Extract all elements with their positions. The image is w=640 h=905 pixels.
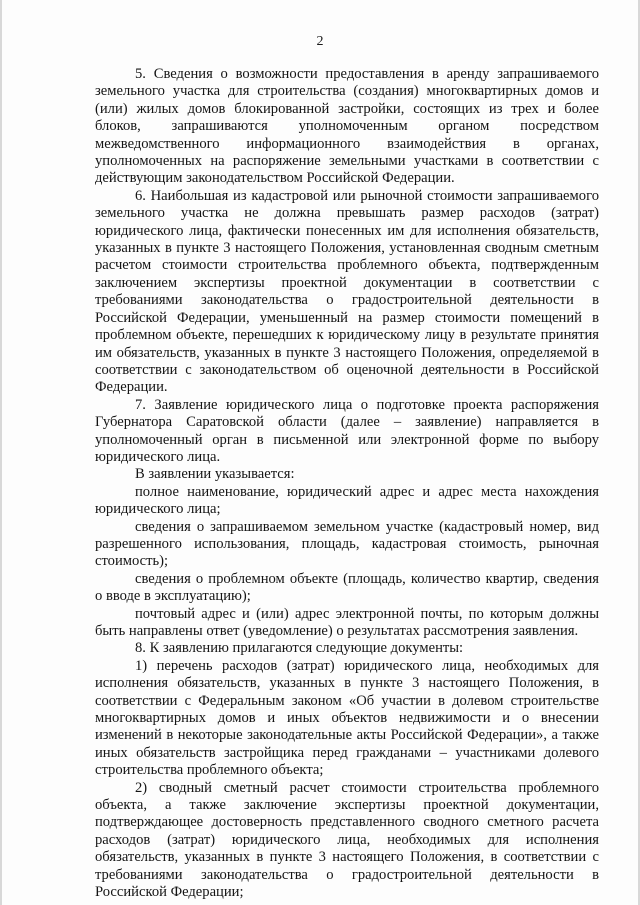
page-number: 2 (316, 34, 324, 49)
paragraph-6: 6. Наибольшая из кадастровой или рыночной стоимости запрашиваемого земельного участка не должна превышать размер расходов (затрат) юридического лица, фактически понесенных им для исполнения обязательств, указанных в пункте 3 настоящего Положения, установленная сводным сметным расчетом стоимости строительства проблемного объекта, подтвержденным заключением экспертизы проектной документации в соответствии с требованиями законодательства о градостроительной деятельности в Российской Федерации, уменьшенный на размер стоимости помещений в проблемном объекте, перешедших к юридическому лицу в результате принятия им обязательств, указанных в пункте 3 настоящего Положения, определяемой в соответствии с законодательством об оценочной деятельности в Российской Федерации. (95, 187, 599, 396)
paragraph-8-item-2: 2) сводный сметный расчет стоимости строительства проблемного объекта, а также заключение экспертизы проектной документации, подтверждающее достоверность представленного сводного сметного расчета расходов (затрат) юридического лица, необходимых для исполнения обязательств, указанных в пункте 3 настоящего Положения, в соответствии с требованиями законодательства о градостроительной деятельности в Российской Федерации; (95, 779, 599, 901)
paragraph-8: 8. К заявлению прилагаются следующие документы: (135, 640, 464, 657)
paragraph-5: 5. Сведения о возможности предоставления в аренду запрашиваемого земельного участка для строительства (создания) многоквартирных домов и (или) жилых домов блокированной застройки, состоящих из трех и более блоков, запрашиваются уполномоченным органом посредством межведомственного информационного взаимодействия в органах, уполномоченных на распоряжение земельными участками в соответствии с действующим законодательством Российской Федерации. (95, 66, 599, 187)
paragraph-item-postal-address: почтовый адрес и (или) адрес электронной почты, по которым должны быть направлены ответ (уведомление) о результатах рассмотрения заявления. (95, 605, 599, 639)
paragraph-item-problem-object: сведения о проблемном объекте (площадь, количество квартир, сведения о вводе в эксплуатацию); (95, 570, 599, 605)
paragraph-7: 7. Заявление юридического лица о подготовке проекта распоряжения Губернатора Саратовской области (далее – заявление) направляется в уполномоченный орган в письменной или электронной форме по выбору юридического лица. (95, 396, 599, 465)
paragraph-8-item-1: 1) перечень расходов (затрат) юридического лица, необходимых для исполнения обязательств, указанных в пункте 3 настоящего Положения, в соответствии с Федеральным законом «Об участии в долевом строительстве многоквартирных домов и иных объектов недвижимости и о внесении изменений в некоторые законодательные акты Российской Федерации», а также иных обязательств застройщика перед гражданами – участниками долевого строительства проблемного объекта; (95, 657, 599, 779)
scan-edge-left (0, 0, 2, 905)
paragraph-item-land-plot: сведения о запрашиваемом земельном участке (кадастровый номер, вид разрешенного использования, площадь, кадастровая стоимость, рыночная стоимость); (95, 518, 599, 570)
document-body (95, 66, 599, 902)
paragraph-item-name-address: полное наименование, юридический адрес и адрес места нахождения юридического лица; (95, 483, 599, 518)
paragraph-application-contents: В заявлении указывается: (135, 466, 295, 483)
